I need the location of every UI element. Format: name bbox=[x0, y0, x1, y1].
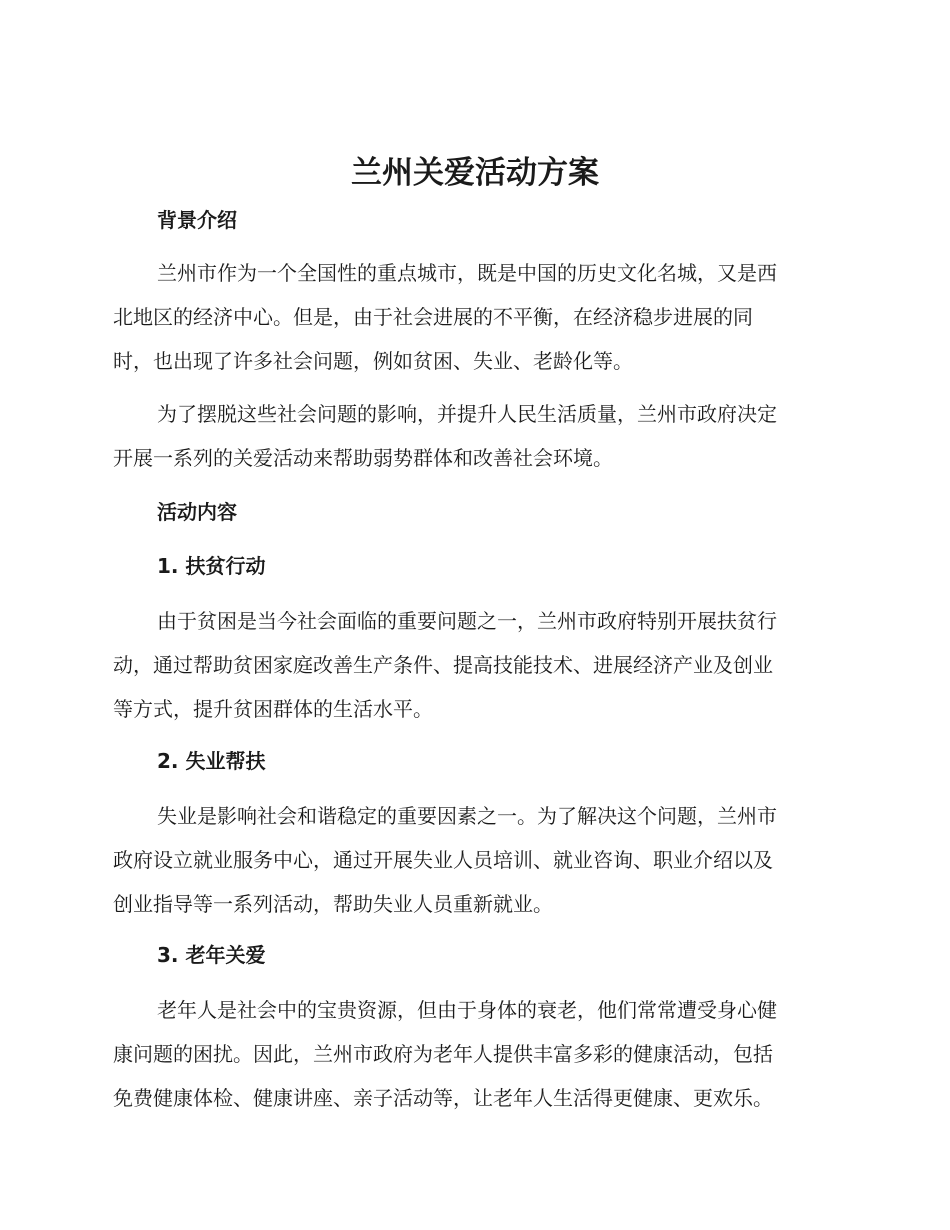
paragraph-elderly-care bbox=[113, 988, 835, 1120]
section-heading-activities: 活动内容 bbox=[157, 500, 237, 524]
paragraph-line: 由于贫困是当今社会面临的重要问题之一，兰州市政府特别开展扶贫行 bbox=[157, 609, 777, 633]
paragraph-background-1 bbox=[113, 251, 835, 383]
paragraph-line: 失业是影响社会和谐稳定的重要因素之一。为了解决这个问题，兰州市 bbox=[157, 804, 777, 828]
paragraph-line: 兰州市作为一个全国性的重点城市，既是中国的历史文化名城，又是西 bbox=[157, 261, 777, 285]
paragraph-line: 免费健康体检、健康讲座、亲子活动等，让老年人生活得更健康、更欢乐。 bbox=[113, 1086, 773, 1110]
section-heading-poverty-relief: 1. 扶贫行动 bbox=[157, 554, 266, 578]
paragraph-line: 北地区的经济中心。但是，由于社会进展的不平衡，在经济稳步进展的同 bbox=[113, 305, 753, 329]
paragraph-line: 时，也出现了许多社会问题，例如贫困、失业、老龄化等。 bbox=[113, 349, 633, 373]
paragraph-background-2 bbox=[113, 392, 835, 480]
paragraph-line: 政府设立就业服务中心，通过开展失业人员培训、就业咨询、职业介绍以及 bbox=[113, 848, 773, 872]
document-title: 兰州关爱活动方案 bbox=[351, 155, 599, 191]
paragraph-line: 康问题的困扰。因此，兰州市政府为老年人提供丰富多彩的健康活动，包括 bbox=[113, 1042, 773, 1066]
paragraph-line: 创业指导等一系列活动，帮助失业人员重新就业。 bbox=[113, 892, 553, 916]
paragraph-unemployment-support bbox=[113, 794, 835, 926]
paragraph-line: 动，通过帮助贫困家庭改善生产条件、提高技能技术、进展经济产业及创业 bbox=[113, 653, 773, 677]
section-heading-elderly-care: 3. 老年关爱 bbox=[157, 943, 266, 967]
paragraph-line: 为了摆脱这些社会问题的影响，并提升人民生活质量，兰州市政府决定 bbox=[157, 402, 777, 426]
paragraph-poverty-relief bbox=[113, 599, 835, 731]
section-heading-background: 背景介绍 bbox=[157, 208, 237, 232]
paragraph-line: 等方式，提升贫困群体的生活水平。 bbox=[113, 697, 433, 721]
paragraph-line: 老年人是社会中的宝贵资源，但由于身体的衰老，他们常常遭受身心健 bbox=[157, 998, 777, 1022]
paragraph-line: 开展一系列的关爱活动来帮助弱势群体和改善社会环境。 bbox=[113, 446, 613, 470]
section-heading-unemployment-support: 2. 失业帮扶 bbox=[157, 749, 266, 773]
